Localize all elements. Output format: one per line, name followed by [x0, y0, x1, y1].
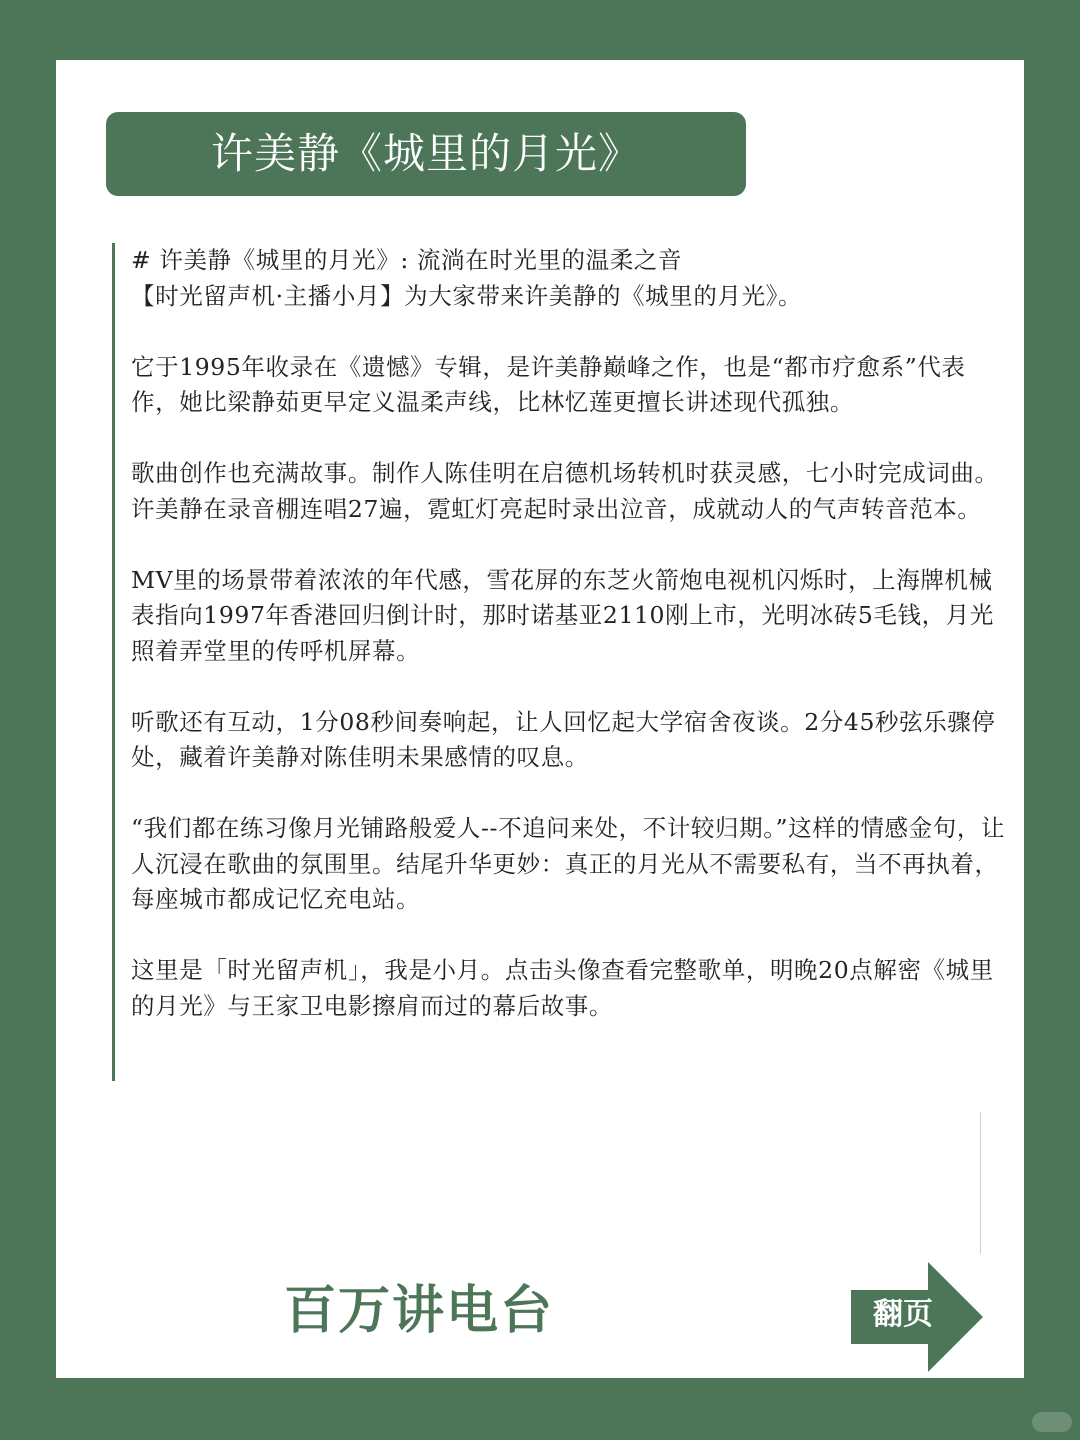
content-card: [56, 60, 1024, 1378]
article-paragraph-outro: 这里是「时光留声机」，我是小月。点击头像查看完整歌单，明晚20点解密《城里的月光》与王家卫电影擦肩而过的幕后故事。: [131, 956, 994, 1020]
article-body: [131, 243, 1011, 1060]
divider-line: [980, 1112, 981, 1254]
article-paragraph-creation: 歌曲创作也充满故事。制作人陈佳明在启德机场转机时获灵感，七小时完成词曲。许美静在录音棚连唱27遍，霓虹灯亮起时录出泣音，成就动人的气声转音范本。: [131, 459, 999, 523]
article-paragraph-quote: “我们都在练习像月光铺路般爱人--不追问来处，不计较归期。”这样的情感金句，让人沉浸在歌曲的氛围里。结尾升华更妙：真正的月光从不需要私有，当不再执着，每座城市都成记忆充电站。: [131, 814, 1006, 913]
article-paragraph-intro: 【时光留声机·主播小月】为大家带来许美静的《城里的月光》。: [131, 281, 803, 310]
article-paragraph-album: 它于1995年收录在《遗憾》专辑，是许美静巅峰之作，也是“都市疗愈系”代表作，她比梁静茹更早定义温柔声线，比林忆莲更擅长讲述现代孤独。: [131, 352, 966, 416]
article-heading: # 许美静《城里的月光》: 流淌在时光里的温柔之音: [131, 246, 683, 274]
next-page-label: 翻页: [873, 1297, 933, 1332]
article-paragraph-interaction: 听歌还有互动，1分08秒间奏响起，让人回忆起大学宿舍夜谈。2分45秒弦乐骤停处，藏着许美静对陈佳明未果感情的叹息。: [131, 707, 996, 771]
article: [112, 243, 1006, 1081]
watermark-logo: [1032, 1412, 1072, 1432]
page-title: 许美静《城里的月光》: [106, 112, 746, 196]
next-page-button[interactable]: [851, 1262, 983, 1372]
article-paragraph-mv: MV里的场景带着浓浓的年代感，雪花屏的东芝火箭炮电视机闪烁时，上海牌机械表指向1997年香港回归倒计时，那时诺基亚2110刚上市，光明冰砖5毛钱，月光照着弄堂里的传呼机屏幕。: [131, 565, 994, 665]
brand-name: 百万讲电台: [284, 1281, 555, 1341]
